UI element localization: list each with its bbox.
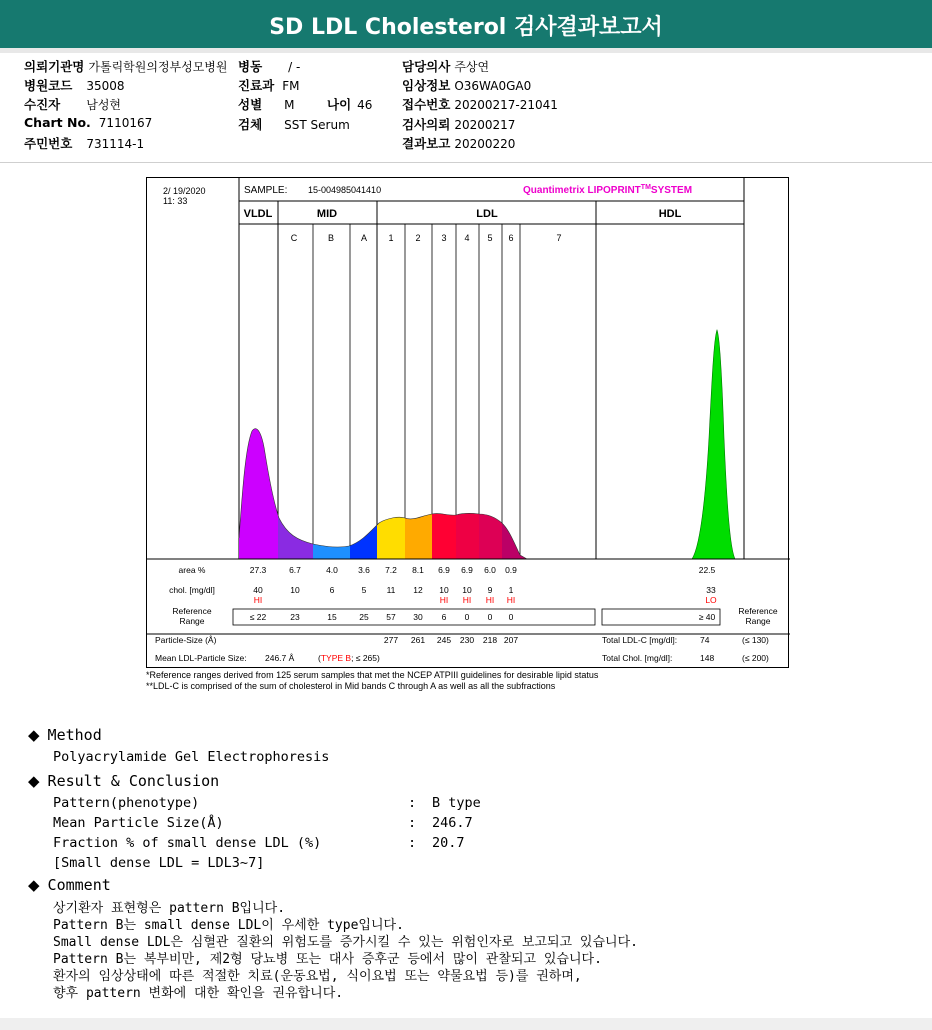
info-age: 나이 46 — [327, 97, 373, 112]
ref-right-2: Range — [745, 616, 771, 626]
area-value-2: 6.7 — [289, 565, 301, 575]
fill-ldl6 — [502, 418, 532, 559]
comment-line-2: Pattern B는 small dense LDL이 우세한 type입니다. — [53, 918, 404, 933]
particle-size-1: 277 — [383, 635, 399, 645]
row-label-ref-2: Range — [179, 616, 205, 626]
band-ldl1: 1 — [388, 233, 394, 243]
area-value-1: 27.3 — [249, 565, 267, 575]
row-label-mean: Mean LDL-Particle Size: — [155, 653, 247, 663]
result-colon-2: : — [408, 815, 417, 831]
total-chol-value: 148 — [700, 653, 715, 663]
mean-type: (TYPE B; ≤ 265) — [318, 653, 380, 663]
chol-value-4: 5 — [361, 585, 367, 595]
fill-ldl1 — [377, 418, 405, 559]
chol-value-5: 11 — [386, 585, 396, 595]
particle-size-4: 230 — [459, 635, 475, 645]
particle-size-2: 261 — [410, 635, 426, 645]
ref-right-1: Reference — [738, 606, 778, 616]
band-ldl4: 4 — [464, 233, 470, 243]
total-ldl-limit: (≤ 130) — [742, 635, 769, 645]
ref-value-9: 0 — [487, 612, 493, 622]
method-heading: ◆ Method — [28, 726, 102, 744]
comment-line-3: Small dense LDL은 심혈관 질환의 위험도를 증가시킬 수 있는 위험인자로 보고되고 있습니다. — [53, 935, 638, 950]
area-value-10: 0.9 — [505, 565, 517, 575]
info-hospital-code: 병원코드 35008 — [24, 78, 125, 93]
chol-value-8: 10 — [462, 585, 472, 595]
info-resident-no: 주민번호 731114-1 — [24, 136, 145, 151]
hdl-chol: 33 — [706, 585, 716, 595]
result-label-size: Mean Particle Size(Å) — [53, 815, 224, 831]
info-receipt-no: 접수번호 20200217-21041 — [402, 97, 558, 112]
chol-value-6: 12 — [413, 585, 423, 595]
area-row — [250, 565, 517, 575]
comment-line-6: 향후 pattern 변화에 대한 확인을 권유합니다. — [53, 986, 344, 1001]
area-value-6: 8.1 — [412, 565, 424, 575]
band-ldl3: 3 — [441, 233, 447, 243]
band-b: B — [327, 233, 335, 243]
area-value-4: 3.6 — [358, 565, 370, 575]
ref-value-2: 23 — [290, 612, 300, 622]
area-value-5: 7.2 — [385, 565, 397, 575]
group-ldl: LDL — [476, 208, 498, 220]
fill-vldl — [239, 418, 278, 559]
total-chol-limit: (≤ 200) — [742, 653, 769, 663]
report-date: 2/ 19/2020 — [163, 186, 206, 196]
chol-value-2: 10 — [290, 585, 300, 595]
chol-flag-8: HI — [462, 595, 472, 605]
chol-value-10: 1 — [508, 585, 514, 595]
fill-ldl2 — [405, 418, 432, 559]
info-chart-no: Chart No. 7110167 — [24, 115, 153, 130]
info-specimen: 검체 SST Serum — [238, 117, 350, 132]
total-chol-label: Total Chol. [mg/dl]: — [602, 653, 673, 663]
comment-line-5: 환자의 임상상태에 따른 적절한 치료(운동요법, 식이요법 또는 약물요법 등)를 권하며, — [53, 969, 582, 984]
group-vldl: VLDL — [243, 208, 273, 220]
group-hdl: HDL — [658, 208, 682, 220]
result-label-fraction: Fraction % of small dense LDL (%) — [53, 835, 322, 851]
row-label-ref-1: Reference — [172, 606, 212, 616]
info-ward: 병동 / - — [238, 59, 301, 74]
chol-flag-1: HI — [253, 595, 263, 605]
bottom-strip — [0, 1018, 932, 1030]
hdl-peak — [692, 330, 735, 559]
mean-value: 246.7 Å — [265, 653, 295, 663]
fill-mid-c — [278, 418, 313, 559]
band-separators — [313, 224, 520, 559]
hdl-flag: LO — [705, 595, 717, 605]
ref-value-1: ≤ 22 — [249, 612, 267, 622]
info-divider — [0, 162, 932, 163]
chol-flag-9: HI — [485, 595, 495, 605]
diamond-icon: ◆ — [28, 772, 40, 790]
fill-ldl4 — [456, 418, 479, 559]
band-ldl5: 5 — [487, 233, 493, 243]
result-heading: ◆ Result & Conclusion — [28, 772, 220, 790]
trace-fill — [239, 418, 532, 559]
group-mid: MID — [316, 208, 338, 220]
ref-value-4: 25 — [359, 612, 369, 622]
info-institution: 의뢰기관명 가톨릭학원의정부성모병원 — [24, 59, 228, 74]
footnote-1: *Reference ranges derived from 125 serum samples that met the NCEP ATPIII guidelines for desirable lipid status — [146, 670, 599, 680]
chol-value-9: 9 — [487, 585, 493, 595]
particle-size-6: 207 — [503, 635, 519, 645]
band-c: C — [290, 233, 298, 243]
fill-mid-b — [313, 418, 350, 559]
info-department: 진료과 FM — [238, 78, 300, 93]
row-label-particle: Particle-Size (Å) — [155, 635, 217, 645]
ref-row — [250, 612, 514, 622]
ref-value-5: 57 — [386, 612, 396, 622]
area-value-8: 6.9 — [461, 565, 473, 575]
result-colon-1: : — [408, 795, 417, 811]
area-value-3: 4.0 — [326, 565, 338, 575]
band-ldl7: 7 — [556, 233, 562, 243]
sample-label: SAMPLE: — [244, 185, 288, 196]
footnote-2: **LDL-C is comprised of the sum of cholesterol in Mid bands C through A as well as all the subfractions — [146, 681, 556, 691]
particle-size-3: 245 — [436, 635, 452, 645]
brand-name: Quantimetrix LIPOPRINT™SYSTEM — [523, 184, 693, 196]
result-value-fraction: 20.7 — [432, 835, 465, 851]
info-sex: 성별 M — [238, 97, 295, 112]
diamond-icon: ◆ — [28, 726, 40, 744]
fill-ldl5 — [479, 418, 502, 559]
flag-row — [254, 595, 516, 605]
result-note: [Small dense LDL = LDL3~7] — [53, 855, 265, 871]
chol-flag-10: HI — [506, 595, 516, 605]
comment-line-1: 상기환자 표현형은 pattern B입니다. — [53, 901, 286, 916]
band-ldl2: 2 — [415, 233, 421, 243]
lipoprint-svg — [147, 178, 790, 669]
row-label-chol: chol. [mg/dl] — [169, 585, 215, 595]
chol-flag-7: HI — [439, 595, 449, 605]
sample-id: 15-004985041410 — [308, 185, 382, 195]
chol-row — [253, 585, 513, 595]
title-underline — [0, 48, 932, 53]
particle-size-5: 218 — [482, 635, 498, 645]
report-title-bar — [0, 0, 932, 48]
particle-size-row — [384, 635, 518, 645]
total-ldl-value: 74 — [700, 635, 710, 645]
row-label-area: area % — [178, 565, 206, 575]
result-value-size: 246.7 — [432, 815, 473, 831]
ref-value-7: 6 — [441, 612, 447, 622]
info-request-date: 검사의뢰 20200217 — [402, 117, 516, 132]
report-time: 11: 33 — [163, 196, 188, 206]
info-doctor: 담당의사 주상연 — [402, 59, 490, 74]
result-colon-3: : — [408, 835, 417, 851]
info-report-date: 결과보고 20200220 — [402, 136, 516, 151]
chol-value-3: 6 — [329, 585, 335, 595]
hdl-area: 22.5 — [698, 565, 716, 575]
ref-value-3: 15 — [327, 612, 337, 622]
comment-line-4: Pattern B는 복부비만, 제2형 당뇨병 또는 대사 증후군 등에서 많이 관찰되고 있습니다. — [53, 952, 602, 967]
ref-value-6: 30 — [413, 612, 423, 622]
diamond-icon: ◆ — [28, 876, 40, 894]
comment-heading: ◆ Comment — [28, 876, 111, 894]
area-value-9: 6.0 — [484, 565, 496, 575]
hdl-ref: ≥ 40 — [698, 612, 716, 622]
band-ldl6: 6 — [508, 233, 514, 243]
lipoprint-chart — [146, 177, 789, 668]
fill-ldl3 — [432, 418, 456, 559]
result-value-pattern: B type — [432, 795, 481, 811]
chol-value-1: 40 — [253, 585, 263, 595]
total-ldl-label: Total LDL-C [mg/dl]: — [602, 635, 678, 645]
report-title: SD LDL Cholesterol 검사결과보고서 — [269, 15, 663, 40]
ref-value-8: 0 — [464, 612, 470, 622]
chol-value-7: 10 — [439, 585, 449, 595]
info-patient: 수진자 남성현 — [24, 97, 122, 112]
info-clinical: 임상정보 O36WA0GA0 — [402, 78, 532, 93]
band-a: A — [360, 233, 368, 243]
method-text: Polyacrylamide Gel Electrophoresis — [53, 749, 330, 765]
result-label-pattern: Pattern(phenotype) — [53, 795, 200, 811]
area-value-7: 6.9 — [438, 565, 450, 575]
ref-value-10: 0 — [508, 612, 514, 622]
